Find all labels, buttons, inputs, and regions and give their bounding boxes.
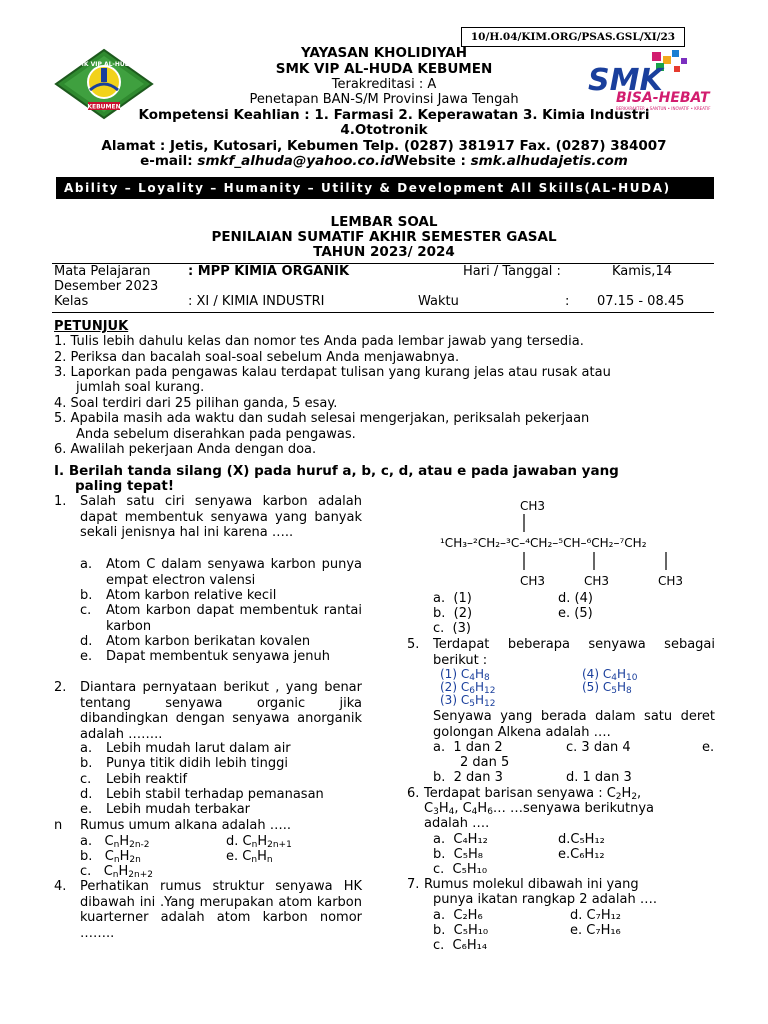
subject-label: Mata Pelajaran: [54, 264, 151, 279]
q5-compound-2: (2) $C_6H_{12}$: [440, 680, 496, 696]
q4-opt-a[interactable]: a. (1): [433, 591, 472, 606]
q2-opt-b[interactable]: Punya titik didih lebih tinggi: [106, 756, 288, 771]
q5-opt-a[interactable]: a. 1 dan 2: [433, 740, 503, 755]
exam-title: PENILAIAN SUMATIF AKHIR SEMESTER GASAL: [211, 229, 557, 245]
q1-opt-e-letter[interactable]: e.: [80, 649, 93, 664]
q2-opt-d[interactable]: Lebih stabil terhadap pemanasan: [106, 787, 324, 802]
email-label: e-mail:: [140, 153, 198, 169]
instruction-6: 6. Awalilah pekerjaan Anda dengan doa.: [54, 442, 317, 457]
q1-opt-b[interactable]: Atom karbon relative kecil: [106, 588, 277, 603]
q4-opt-b[interactable]: b. (2): [433, 606, 473, 621]
q5-opt-b[interactable]: b. 2 dan 3: [433, 770, 503, 785]
section-1-heading-cont: paling tepat!: [75, 478, 174, 494]
q5-opt-c[interactable]: c. 3 dan 4: [566, 740, 631, 755]
q1-number: 1.: [54, 494, 67, 509]
q2-opt-e-letter[interactable]: e.: [80, 802, 93, 817]
instructions-heading: PETUNJUK: [54, 319, 129, 334]
q4-stem: Perhatikan rumus struktur senyawa HK dibawah ini .Yang merupakan atom karbon kuarterner adalah atom karbon nomor ……..: [80, 879, 362, 941]
q6-stem-cont: adalah ….: [424, 816, 490, 831]
q6-series: $C_3H_4$, $C_4H_6\dots$ …senyawa berikutnya: [424, 801, 655, 817]
q3-opt-a[interactable]: a. $C_nH_{2n-2}$: [80, 834, 150, 850]
competency-line-1: Kompetensi Keahlian : 1. Farmasi 2. Keperawatan 3. Kimia Industri: [138, 107, 650, 123]
q5-opt-e[interactable]: 2 dan 5: [460, 755, 510, 770]
motto-bar: Ability – Loyality – Humanity – Utility & Development All Skills(AL-HUDA): [56, 177, 714, 199]
struct-main-chain: ¹CH₃–²CH₂–³C–⁴CH₂–⁵CH–⁶CH₂–⁷CH₂: [440, 536, 647, 550]
q6-opt-b[interactable]: b. C₅H₈: [433, 847, 483, 862]
day-label: Hari / Tanggal :: [463, 264, 561, 279]
q4-structure: [436, 496, 692, 592]
q2-opt-e[interactable]: Lebih mudah terbakar: [106, 802, 251, 817]
subject-value: : MPP KIMIA ORGANIK: [188, 264, 350, 279]
website-link[interactable]: smk.alhudajetis.com: [470, 153, 628, 169]
q5-compound-3: (3) $C_5H_{12}$: [440, 693, 496, 709]
q1-opt-c-letter[interactable]: c.: [80, 603, 92, 618]
q5-stem: Terdapat beberapa senyawa sebagai berikut :: [433, 637, 715, 668]
time-value: 07.15 - 08.45: [597, 294, 685, 309]
struct-bottom-ch3-3: CH3: [658, 574, 684, 588]
document-code: 10/H.04/KIM.ORG/PSAS.GSL/XI/23: [461, 27, 685, 47]
website-label: Website :: [394, 153, 471, 169]
q1-opt-a[interactable]: Atom C dalam senyawa karbon punya empat electron valensi: [106, 557, 362, 588]
q2-opt-c-letter[interactable]: c.: [80, 772, 92, 787]
logo-bottom-text: KEBUMEN: [87, 103, 121, 111]
q1-opt-d-letter[interactable]: d.: [80, 634, 93, 649]
q2-opt-a[interactable]: Lebih mudah larut dalam air: [106, 741, 291, 756]
q1-opt-c[interactable]: Atom karbon dapat membentuk rantai karbon: [106, 603, 362, 634]
day-value: Kamis,14: [612, 264, 672, 279]
q4-opt-d[interactable]: d. (4): [558, 591, 593, 606]
address: Alamat : Jetis, Kutosari, Kebumen Telp. (0287) 381917 Fax. (0287) 384007: [101, 138, 667, 154]
school-name: SMK VIP AL-HUDA KEBUMEN: [275, 61, 493, 77]
logo-top-text: SMK VIP AL-HUDA: [73, 61, 135, 68]
q5-compound-5: (5) $C_5H_8$: [582, 680, 632, 696]
struct-bottom-ch3-2: CH3: [584, 574, 610, 588]
q1-opt-d[interactable]: Atom karbon berikatan kovalen: [106, 634, 311, 649]
time-colon: :: [565, 294, 570, 309]
time-label: Waktu: [418, 294, 459, 309]
q6-number: 6.: [407, 786, 420, 801]
exam-year: TAHUN 2023/ 2024: [313, 244, 455, 260]
instruction-2: 2. Periksa dan bacalah soal-soal sebelum Anda menjawabnya.: [54, 350, 460, 365]
day-value-cont: Desember 2023: [54, 279, 159, 294]
q3-number: n: [54, 818, 63, 833]
bisa-hebat-text: BISA-HEBAT: [616, 90, 710, 106]
q2-number: 2.: [54, 680, 67, 695]
q2-stem: Diantara pernyataan berikut , yang benar tentang senyawa organic jika dibandingkan dengan senyawa anorganik adalah ……..: [80, 680, 362, 742]
q1-stem: Salah satu ciri senyawa karbon adalah dapat membentuk senyawa yang banyak sekali jenisnya hal ini karena …..: [80, 494, 362, 540]
q6-opt-e[interactable]: e.C₆H₁₂: [558, 847, 605, 862]
q4-number: 4.: [54, 879, 67, 894]
section-1-heading: I. Berilah tanda silang (X) pada huruf a, b, c, d, atau e pada jawaban yang: [54, 463, 619, 479]
q7-stem: Rumus molekul dibawah ini yang: [424, 877, 639, 892]
q5-opt-d[interactable]: d. 1 dan 3: [566, 770, 632, 785]
q1-opt-a-letter[interactable]: a.: [80, 557, 93, 572]
instruction-1: 1. Tulis lebih dahulu kelas dan nomor tes Anda pada lembar jawab yang tersedia.: [54, 334, 584, 349]
instruction-5-cont: Anda sebelum diserahkan pada pengawas.: [76, 427, 356, 442]
q7-opt-b[interactable]: b. C₅H₁₀: [433, 923, 489, 938]
q6-opt-a[interactable]: a. C₄H₁₂: [433, 832, 488, 847]
q3-stem: Rumus umum alkana adalah …..: [80, 818, 292, 833]
q4-opt-c[interactable]: c. (3): [433, 621, 471, 636]
struct-top-ch3: CH3: [520, 499, 546, 513]
q5-number: 5.: [407, 637, 420, 652]
contact-line: [0, 153, 768, 169]
sheet-title: LEMBAR SOAL: [330, 214, 438, 230]
q5-compound-1: (1) $C_4H_8$: [440, 667, 490, 683]
q1-opt-b-letter[interactable]: b.: [80, 588, 93, 603]
q6-opt-d[interactable]: d.C₅H₁₂: [558, 832, 605, 847]
q3-opt-b[interactable]: b. $C_nH_{2n}$: [80, 849, 141, 865]
q3-opt-d[interactable]: d. $C_nH_{2n+1}$: [226, 834, 292, 850]
instruction-5: 5. Apabila masih ada waktu dan sudah selesai mengerjakan, periksalah pekerjaan: [54, 411, 590, 426]
q2-opt-b-letter[interactable]: b.: [80, 756, 93, 771]
q4-opt-e[interactable]: e. (5): [558, 606, 593, 621]
q7-opt-e[interactable]: e. C₇H₁₆: [570, 923, 621, 938]
q3-opt-c[interactable]: c. $C_nH_{2n+2}$: [80, 864, 153, 880]
q6-stem: Terdapat barisan senyawa : $C_2H_2$,: [424, 786, 642, 802]
class-value: : XI / KIMIA INDUSTRI: [188, 294, 325, 309]
q3-opt-e[interactable]: e. $C_nH_n$: [226, 849, 273, 865]
q7-opt-a[interactable]: a. C₂H₆: [433, 908, 483, 923]
q7-opt-c[interactable]: c. C₆H₁₄: [433, 938, 488, 953]
divider-bottom: [52, 312, 714, 313]
smk-text: SMK: [588, 63, 663, 98]
class-label: Kelas: [54, 294, 89, 309]
instruction-3: 3. Laporkan pada pengawas kalau terdapat tulisan yang kurang jelas atau rusak atau: [54, 365, 611, 380]
email-link[interactable]: smkf_alhuda@yahoo.co.id: [197, 153, 395, 169]
struct-bottom-ch3-1: CH3: [520, 574, 546, 588]
q2-opt-c[interactable]: Lebih reaktif: [106, 772, 188, 787]
q2-opt-d-letter[interactable]: d.: [80, 787, 93, 802]
q1-opt-e[interactable]: Dapat membentuk senyawa jenuh: [106, 649, 330, 664]
q7-number: 7.: [407, 877, 420, 892]
q7-opt-d[interactable]: d. C₇H₁₂: [570, 908, 622, 923]
q5-question: Senyawa yang berada dalam satu deret golongan Alkena adalah ….: [433, 709, 715, 740]
decree: Penetapan BAN-S/M Provinsi Jawa Tengah: [249, 92, 519, 107]
instruction-3-cont: jumlah soal kurang.: [76, 380, 205, 395]
instruction-4: 4. Soal terdiri dari 25 pilihan ganda, 5 esay.: [54, 396, 338, 411]
foundation-name: YAYASAN KHOLIDIYAH: [300, 45, 468, 61]
competency-line-2: 4.Ototronik: [340, 122, 428, 138]
logo-tagline: BERKARAKTER • SANTUN • INOVATIF • KREATIF: [616, 106, 711, 111]
q5-compound-4: (4) $C_4H_{10}$: [582, 667, 638, 683]
q5-opt-e-letter[interactable]: e.: [702, 740, 715, 755]
q6-opt-c[interactable]: c. C₅H₁₀: [433, 862, 488, 877]
q7-stem-cont: punya ikatan rangkap 2 adalah ….: [433, 892, 657, 907]
accreditation: Terakreditasi : A: [331, 77, 437, 92]
q2-opt-a-letter[interactable]: a.: [80, 741, 93, 756]
